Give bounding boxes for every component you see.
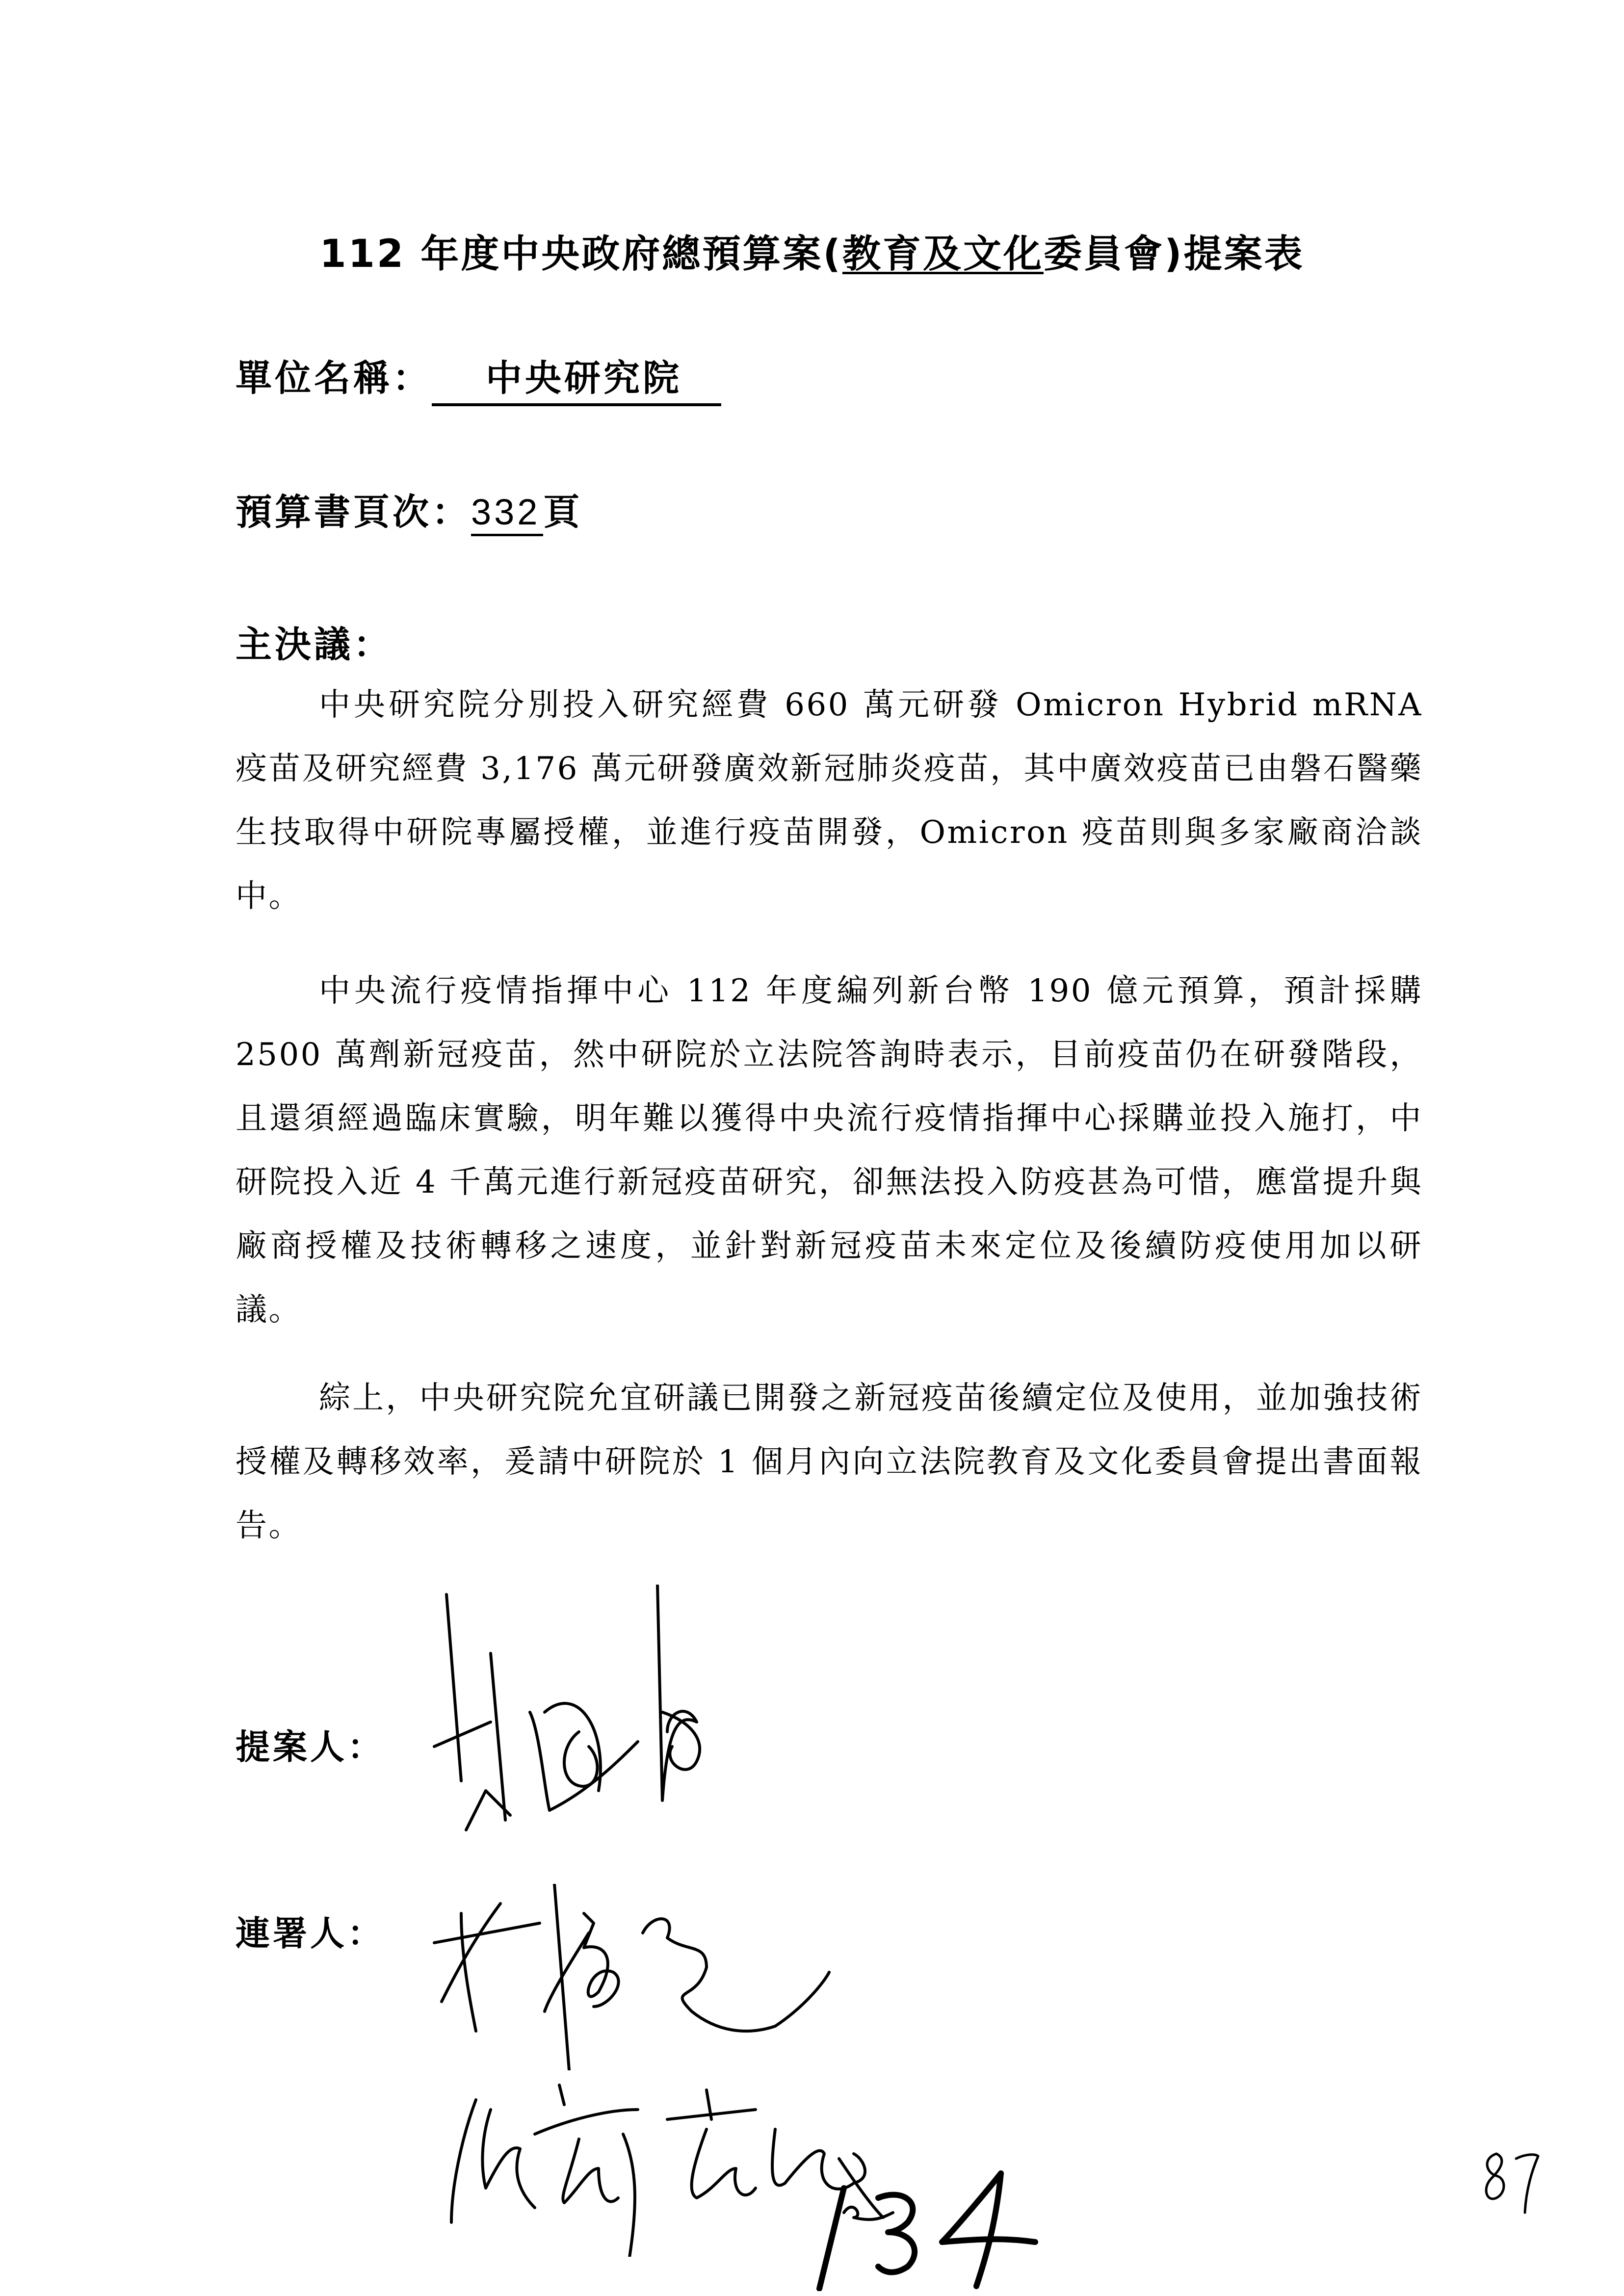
unit-label: 單位名稱： — [236, 357, 432, 399]
cosigner-label: 連署人： — [236, 1913, 385, 1954]
handwritten-number-134 — [805, 2168, 1070, 2291]
title-suffix: 委員會)提案表 — [1043, 232, 1305, 276]
paragraph-2 — [236, 959, 1423, 1342]
resolution-label: 主決議： — [236, 624, 393, 666]
handwritten-page-number — [1477, 2149, 1545, 2218]
budget-page-number: 332 — [471, 491, 543, 536]
paragraph-3 — [236, 1366, 1423, 1558]
paragraph-1 — [236, 673, 1423, 928]
proposer-label: 提案人： — [236, 1727, 385, 1767]
budget-page-row — [236, 483, 582, 536]
cosigner-signature-1 — [432, 1884, 903, 2070]
document-title — [0, 223, 1624, 278]
unit-row — [236, 349, 721, 406]
budget-page-label: 預算書頁次： — [236, 491, 471, 533]
paragraph-text: 中央流行疫情指揮中心 112 年度編列新台幣 190 億元預算，預計採購 2500 萬劑新冠疫苗，然中研院於立法院答詢時表示，目前疫苗仍在研發階段，且還須經過臨床實驗，明年難以獲得中央流行疫情指揮中心採購並投入施打，中研院投入近 4 千萬元進行新冠疫苗研究，卻無法投入防疫甚為可惜，應當提升與廠商授權及技術轉移之速度，並針對新冠疫苗未來定位及後續防疫使用加以研議。 — [236, 973, 1423, 1328]
proposer-signature — [432, 1585, 864, 1840]
unit-name: 中央研究院 — [432, 349, 721, 406]
title-prefix: 112 年度中央政府總預算案( — [319, 232, 842, 276]
paragraph-text: 中央研究院分別投入研究經費 660 萬元研發 Omicron Hybrid mRNA 疫苗及研究經費 3,176 萬元研發廣效新冠肺炎疫苗，其中廣效疫苗已由磐石醫藥生技取得中研院專屬授權，並進行疫苗開發，Omicron 疫苗則與多家廠商洽談中。 — [236, 687, 1423, 914]
title-committee: 教育及文化 — [842, 232, 1044, 276]
paragraph-text: 綜上，中央研究院允宜研議已開發之新冠疫苗後續定位及使用，並加強技術授權及轉移效率，爰請中研院於 1 個月內向立法院教育及文化委員會提出書面報告。 — [236, 1380, 1423, 1544]
budget-page-suffix: 頁 — [543, 491, 583, 533]
